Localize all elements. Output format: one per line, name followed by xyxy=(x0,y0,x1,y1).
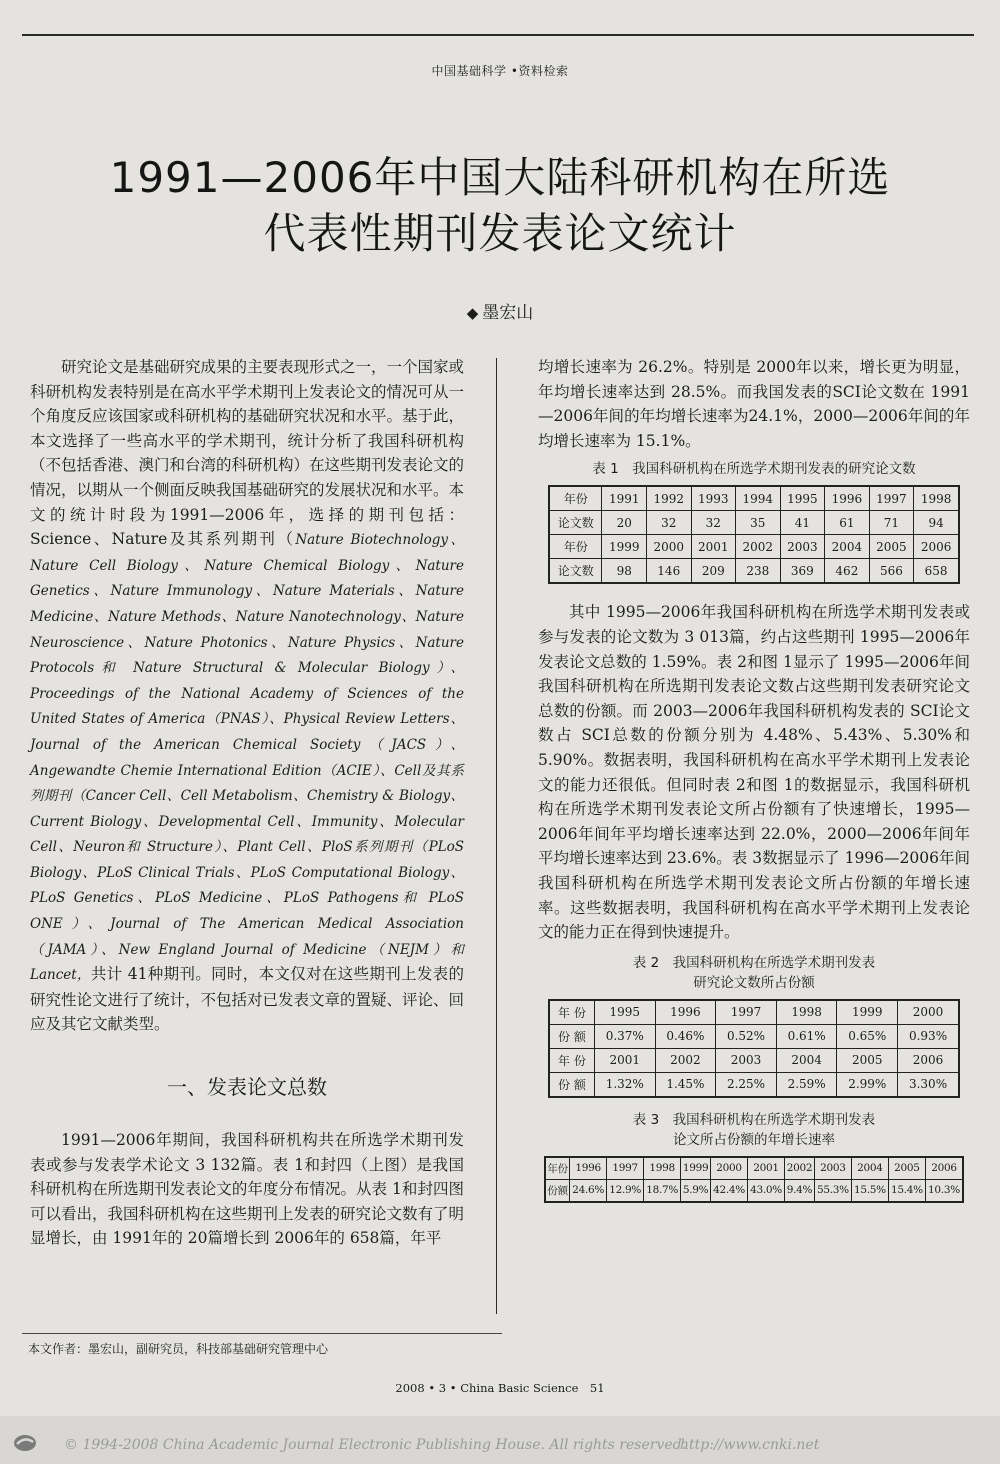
table-cell: 1999 xyxy=(602,535,647,559)
table-cell: 1994 xyxy=(736,486,781,511)
table1 xyxy=(548,485,960,584)
title-line-1: 1991—2006年中国大陆科研机构在所选 xyxy=(109,153,891,202)
author-footnote: 本文作者：墨宏山，副研究员，科技部基础研究管理中心 xyxy=(28,1342,329,1356)
table-cell: 35 xyxy=(736,511,781,535)
table-cell: 2001 xyxy=(748,1157,785,1180)
table1-caption: 表 1 我国科研机构在所选学术期刊发表的研究论文数 xyxy=(592,461,916,478)
table-row xyxy=(545,1157,963,1180)
table-cell: 2005 xyxy=(888,1157,925,1180)
table-cell: 1.45% xyxy=(655,1072,716,1097)
table-cell: 238 xyxy=(736,559,781,584)
table-cell: 43.0% xyxy=(748,1179,785,1202)
table-cell: 2002 xyxy=(655,1048,716,1072)
table-cell: 1999 xyxy=(681,1157,711,1180)
table-header-cell: 份额 xyxy=(545,1179,570,1202)
table-cell: 2006 xyxy=(914,535,959,559)
table-header-cell: 年份 xyxy=(545,1157,570,1180)
table-cell: 2003 xyxy=(716,1048,777,1072)
table-cell: 0.65% xyxy=(837,1024,898,1048)
table-cell: 2004 xyxy=(851,1157,888,1180)
table-cell: 2000 xyxy=(898,1000,959,1025)
table-cell: 71 xyxy=(869,511,914,535)
table-cell: 2002 xyxy=(736,535,781,559)
table-cell: 1995 xyxy=(780,486,825,511)
intro-text: 研究论文是基础研究成果的主要表现形式之一，一个国家或科研机构发表特别是在高水平学术期刊上发表论文的情况可从一个角度反应该国家或科研机构的基础研究状况和水平。基于此，本文选择了一些高水平的学术期刊，统计分析了我国科研机构（不包括香港、澳门和台湾的科研机构）在这些期刊发表论文的情况，以期从一个侧面反映我国基础研究的发展状况和水平。本文的统计时段为1991—2006年，选择的期刊包括：Science、Nature及其系列期刊（ xyxy=(30,358,465,549)
copyright-bar xyxy=(0,1416,1000,1464)
table-cell: 1993 xyxy=(691,486,736,511)
table-cell: 1991 xyxy=(602,486,647,511)
author-line xyxy=(0,298,1000,323)
table-cell: 2.59% xyxy=(776,1072,837,1097)
table-cell: 1999 xyxy=(837,1000,898,1025)
table-cell: 55.3% xyxy=(814,1179,851,1202)
table3-caption xyxy=(538,1110,970,1150)
running-head: 中国基础科学 •资料检索 xyxy=(431,64,569,78)
table-cell: 3.30% xyxy=(898,1072,959,1097)
left-column xyxy=(30,355,464,1251)
table-cell: 9.4% xyxy=(785,1179,815,1202)
paragraph-growth: 均增长速率为 26.2%。特别是 2000年以来，增长更为明显，年均增长速率达到 28.5%。而我国发表的SCI论文数在 1991—2006年间的年均增长速率为24.1%，2000—2006年间的年均增长速率为 15.1%。 xyxy=(538,358,970,450)
table-cell: 1997 xyxy=(869,486,914,511)
table-cell: 5.9% xyxy=(681,1179,711,1202)
diamond-icon: ◆ xyxy=(466,304,479,322)
table-cell: 18.7% xyxy=(644,1179,681,1202)
table-cell: 369 xyxy=(780,559,825,584)
table-cell: 41 xyxy=(780,511,825,535)
table-cell: 0.93% xyxy=(898,1024,959,1048)
table-header-cell: 年份 xyxy=(549,486,602,511)
website-link[interactable]: http://www.cnki.net xyxy=(680,1437,820,1453)
table-cell: 1998 xyxy=(776,1000,837,1025)
paragraph-share: 其中 1995—2006年我国科研机构在所选学术期刊发表或参与发表的论文数为 3 013篇，约占这些期刊 1995—2006年发表论文总数的 1.59%。表 2和图 1显示了 1995—2006年间我国科研机构在所选期刊发表论文数占这些期刊发表研究论文总数的份额。而 2003—2006年我国科研机构发表的 SCI论文数占 SCI总数的份额分别为 4.48%、5.43%、5.30%和 5.90%。数据表明，我国科研机构在高水平学术期刊上发表论文的能力还很低。但同时表 2和图 1的数据显示，我国科研机构在所选学术期刊发表论文所占份额有了快速增长，1995—2006年间年平均增长速率达到 22.0%，2000—2006年间年平均增长速率达到 23.6%。表 3数据显示了 1996—2006年间我国科研机构在所选学术期刊发表论文所占份额的年增长速率。这些数据表明，我国科研机构在高水平学术期刊上发表论文的能力正在得到快速提升。 xyxy=(538,603,970,942)
cnki-logo-icon xyxy=(12,1432,38,1454)
table-cell: 146 xyxy=(646,559,691,584)
table-cell: 566 xyxy=(869,559,914,584)
table-row xyxy=(549,559,959,584)
table-cell: 2004 xyxy=(825,535,870,559)
table3 xyxy=(544,1156,964,1203)
table-cell: 2002 xyxy=(785,1157,815,1180)
table-row xyxy=(549,511,959,535)
table3-caption-line-2: 论文所占份额的年增长速率 xyxy=(673,1131,835,1148)
table-cell: 2000 xyxy=(711,1157,748,1180)
table-cell: 24.6% xyxy=(570,1179,607,1202)
page-footer: 2008 • 3 • China Basic Science 51 xyxy=(395,1381,605,1395)
table-row xyxy=(549,486,959,511)
table-cell: 10.3% xyxy=(925,1179,963,1202)
table-cell: 1995 xyxy=(594,1000,655,1025)
table-cell: 2006 xyxy=(898,1048,959,1072)
table-header-cell: 年份 xyxy=(549,535,602,559)
table-cell: 2001 xyxy=(594,1048,655,1072)
table-cell: 2003 xyxy=(814,1157,851,1180)
table-cell: 1998 xyxy=(644,1157,681,1180)
table-cell: 2000 xyxy=(646,535,691,559)
table-header-cell: 论文数 xyxy=(549,511,602,535)
table-row xyxy=(549,1024,959,1048)
table-header-cell: 年 份 xyxy=(549,1000,594,1025)
top-rule xyxy=(22,34,974,36)
table2-caption-line-2: 研究论文数所占份额 xyxy=(693,974,815,991)
table-cell: 462 xyxy=(825,559,870,584)
table-row xyxy=(549,1048,959,1072)
copyright-text: © 1994-2008 China Academic Journal Electronic Publishing House. All rights reserved. xyxy=(64,1437,687,1453)
article-title xyxy=(40,150,960,262)
table-cell: 0.37% xyxy=(594,1024,655,1048)
table-cell: 2001 xyxy=(691,535,736,559)
table-cell: 15.4% xyxy=(888,1179,925,1202)
table2-caption-line-1: 表 2 我国科研机构在所选学术期刊发表 xyxy=(632,954,876,971)
table-header-cell: 论文数 xyxy=(549,559,602,584)
table-header-cell: 份 额 xyxy=(549,1024,594,1048)
column-divider xyxy=(496,358,497,1314)
table-cell: 32 xyxy=(691,511,736,535)
table-row xyxy=(549,1000,959,1025)
table2 xyxy=(548,999,960,1098)
table-cell: 658 xyxy=(914,559,959,584)
table-cell: 2003 xyxy=(780,535,825,559)
paragraph-intro xyxy=(30,355,464,1037)
table-header-cell: 份 额 xyxy=(549,1072,594,1097)
table3-caption-line-1: 表 3 我国科研机构在所选学术期刊发表 xyxy=(632,1111,876,1128)
author-name: 墨宏山 xyxy=(482,303,534,323)
table-cell: 1996 xyxy=(825,486,870,511)
table-cell: 1996 xyxy=(570,1157,607,1180)
table-cell: 209 xyxy=(691,559,736,584)
title-line-2: 代表性期刊发表论文统计 xyxy=(263,209,737,258)
table-row xyxy=(545,1179,963,1202)
table-cell: 2005 xyxy=(837,1048,898,1072)
table-cell: 12.9% xyxy=(607,1179,644,1202)
footnote-rule xyxy=(22,1333,502,1334)
table-header-cell: 年 份 xyxy=(549,1048,594,1072)
table-row xyxy=(549,1072,959,1097)
table-cell: 1.32% xyxy=(594,1072,655,1097)
intro-end: 共计 41种期刊。同时，本文仅对在这些期刊上发表的研究性论文进行了统计，不包括对已发表文章的置疑、评论、回应及其它文献类型。 xyxy=(30,965,465,1034)
table-cell: 2006 xyxy=(925,1157,963,1180)
table-cell: 0.46% xyxy=(655,1024,716,1048)
table-cell: 98 xyxy=(602,559,647,584)
table-cell: 1997 xyxy=(716,1000,777,1025)
table-cell: 42.4% xyxy=(711,1179,748,1202)
table-cell: 1992 xyxy=(646,486,691,511)
table-cell: 1998 xyxy=(914,486,959,511)
table-cell: 32 xyxy=(646,511,691,535)
table-row xyxy=(549,535,959,559)
paragraph-total: 1991—2006年期间，我国科研机构共在所选学术期刊发表或参与发表学术论文 3 132篇。表 1和封四（上图）是我国科研机构在所选期刊发表论文的年度分布情况。从表 1和封四图可以看出，我国科研机构在这些期刊上发表的研究论文数有了明显增长，由 1991年的 20篇增长到 2006年的 658篇，年平 xyxy=(30,1131,465,1248)
journal-list: Nature Biotechnology、Nature Cell Biology、Nature Chemical Biology、Nature Genetics、Nature Immunology、Nature Materials、Nature Medicine、Nature Methods、Nature Nanotechnology、Nature Neuroscience、Nature Photonics、Nature Physics、Nature Protocols和 Nature Structural & Molecular Biology）、Proceedings of the National Academy of Sciences of the United States of America（PNAS）、Physical Review Letters、Journal of the American Chemical Society（JACS）、Angewandte Chemie International Edition（ACIE）、Cell及其系列期刊（Cancer Cell、Cell Metabolism、Chemistry & Biology、Current Biology、Developmental Cell、Immunity、Molecular Cell、Neuron和 Structure）、Plant Cell、PloS系列期刊（PLoS Biology、PLoS Clinical Trials、PLoS Computational Biology、PLoS Genetics、PLoS Medicine、PLoS Pathogens和 PLoS ONE）、Journal of The American Medical Association（JAMA）、New England Journal of Medicine（NEJM）和 Lancet， xyxy=(30,532,464,984)
table-cell: 1997 xyxy=(607,1157,644,1180)
table-cell: 1996 xyxy=(655,1000,716,1025)
section-heading: 一、发表论文总数 xyxy=(167,1075,327,1100)
table-cell: 0.52% xyxy=(716,1024,777,1048)
table-cell: 2.99% xyxy=(837,1072,898,1097)
table-cell: 2005 xyxy=(869,535,914,559)
table2-caption xyxy=(538,953,970,993)
right-column xyxy=(538,355,970,1203)
table-cell: 0.61% xyxy=(776,1024,837,1048)
table-cell: 94 xyxy=(914,511,959,535)
table-cell: 20 xyxy=(602,511,647,535)
table-cell: 15.5% xyxy=(851,1179,888,1202)
table-cell: 61 xyxy=(825,511,870,535)
table-cell: 2004 xyxy=(776,1048,837,1072)
table-cell: 2.25% xyxy=(716,1072,777,1097)
